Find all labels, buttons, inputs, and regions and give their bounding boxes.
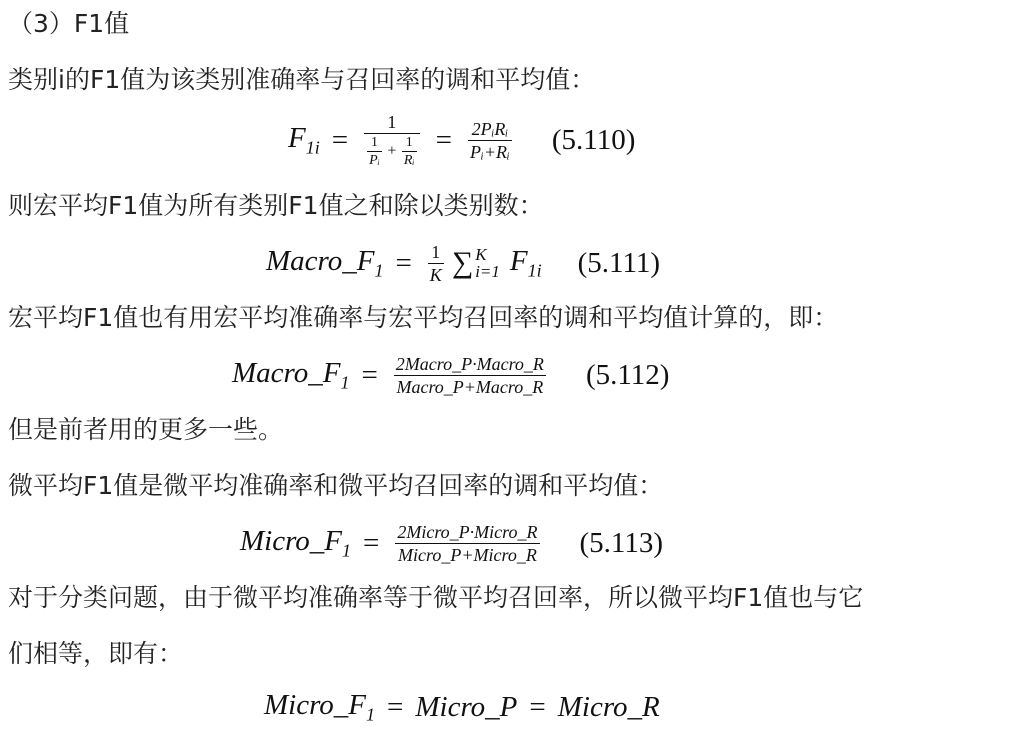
eq111-fraction: $\frac{1}{K}$	[429, 241, 442, 285]
eq112-fraction: $\frac{\text{2Macro\_P·Macro\_R}}{\text{Macro\_P+Macro\_R}}$	[395, 353, 544, 397]
eq110-lhs: $F_{1i}$	[288, 121, 320, 158]
equals-sign: =	[529, 690, 546, 723]
equation-5-110	[0, 108, 1016, 172]
eq111-lhs: $Macro\_F_1$	[266, 244, 384, 281]
equation-micro-equality	[0, 684, 1016, 730]
eq112-lhs: $Macro\_F_1$	[232, 356, 350, 393]
paragraph-classification-1: 对于分类问题，由于微平均准确率等于微平均召回率，所以微平均F1值也与它	[8, 583, 864, 612]
equation-number: (5.110)	[551, 123, 636, 156]
equals-sign: =	[361, 358, 378, 391]
section-heading: （3）F1值	[8, 9, 130, 38]
equals-sign: =	[363, 526, 380, 559]
eq110-fraction-2: $\frac{\text{2PᵢRᵢ}}{\text{Pᵢ+Rᵢ}}$	[470, 118, 510, 162]
equals-sign: =	[331, 123, 349, 156]
equals-sign: =	[387, 690, 404, 723]
paragraph-macro-f1: 则宏平均F1值为所有类别F1值之和除以类别数：	[8, 191, 544, 220]
paragraph-macro-harmonic: 宏平均F1值也有用宏平均准确率与宏平均召回率的调和平均值计算的，即：	[8, 303, 839, 332]
eq-last-mid: Micro_P	[415, 690, 518, 723]
eq113-fraction: $\frac{\text{2Micro\_P·Micro\_R}}{\text{Micro\_P+Micro\_R}}$	[397, 521, 538, 565]
paragraph-classification-2: 们相等，即有：	[8, 639, 184, 668]
paragraph-note: 但是前者用的更多一些。	[8, 415, 284, 444]
equation-5-111	[0, 236, 1016, 290]
equation-5-112	[0, 348, 1016, 402]
equals-sign: =	[395, 246, 412, 279]
paragraph-f1-definition: 类别i的F1值为该类别准确率与召回率的调和平均值：	[8, 65, 596, 94]
equals-sign: =	[435, 123, 453, 156]
eq111-term: $F_{1i}$	[509, 244, 542, 281]
eq-last-lhs: $Micro\_F_1$	[264, 688, 375, 725]
equation-5-113	[0, 516, 1016, 570]
eq-last-rhs: Micro_R	[557, 690, 660, 723]
summation: ∑ K i=1	[451, 245, 500, 281]
eq110-fraction-1: 1 $\frac{1}{\text{Pᵢ}}$ + $\frac{1}{\text{Rᵢ}}$	[364, 112, 420, 168]
paragraph-micro-f1: 微平均F1值是微平均准确率和微平均召回率的调和平均值：	[8, 471, 664, 500]
eq113-lhs: $Micro\_F_1$	[240, 524, 351, 561]
equation-number: (5.113)	[579, 526, 663, 559]
equation-number: (5.111)	[577, 246, 661, 279]
equation-number: (5.112)	[585, 358, 670, 391]
